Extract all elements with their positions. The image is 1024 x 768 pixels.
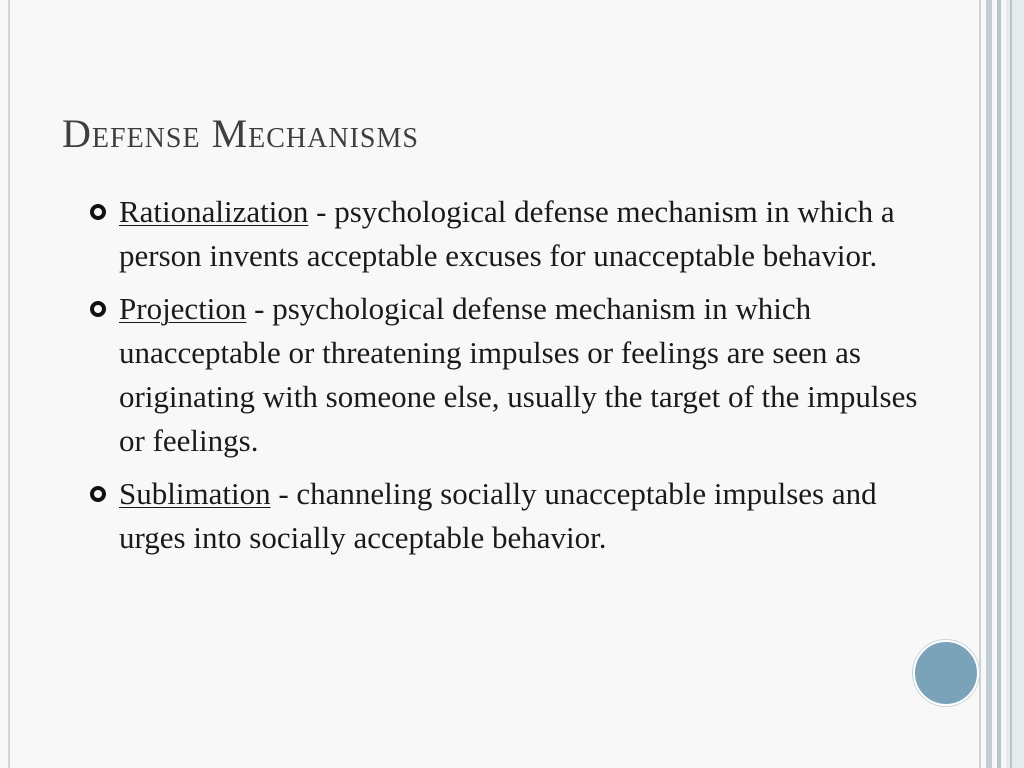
bullet-list (86, 190, 946, 569)
term-projection: Projection (119, 291, 247, 326)
frame-line-right (986, 0, 992, 768)
definition-sublimation: - channeling socially unacceptable impulses and urges into socially acceptable behavior. (119, 476, 877, 555)
bullet-item-projection (86, 287, 946, 463)
ring-bullet-icon (90, 204, 106, 220)
frame-line-right (979, 0, 981, 768)
term-sublimation: Sublimation (119, 476, 271, 511)
bullet-item-sublimation (86, 472, 946, 560)
ring-bullet-icon (90, 486, 106, 502)
frame-line-left (8, 0, 10, 768)
circle-decoration-icon (913, 640, 979, 706)
bullet-item-rationalization (86, 190, 946, 278)
ring-bullet-icon (90, 301, 106, 317)
frame-line-right (1010, 0, 1012, 768)
frame-line-right (997, 0, 1001, 768)
definition-projection: - psychological defense mechanism in which unacceptable or threatening impulses or feelings are seen as originating with someone else, usually the target of the impulses or feelings. (119, 291, 918, 458)
definition-rationalization: - psychological defense mechanism in which a person invents acceptable excuses for unacceptable behavior. (119, 194, 895, 273)
slide-title: Defense Mechanisms (62, 111, 419, 156)
term-rationalization: Rationalization (119, 194, 309, 229)
frame-band-right (1006, 0, 1024, 768)
